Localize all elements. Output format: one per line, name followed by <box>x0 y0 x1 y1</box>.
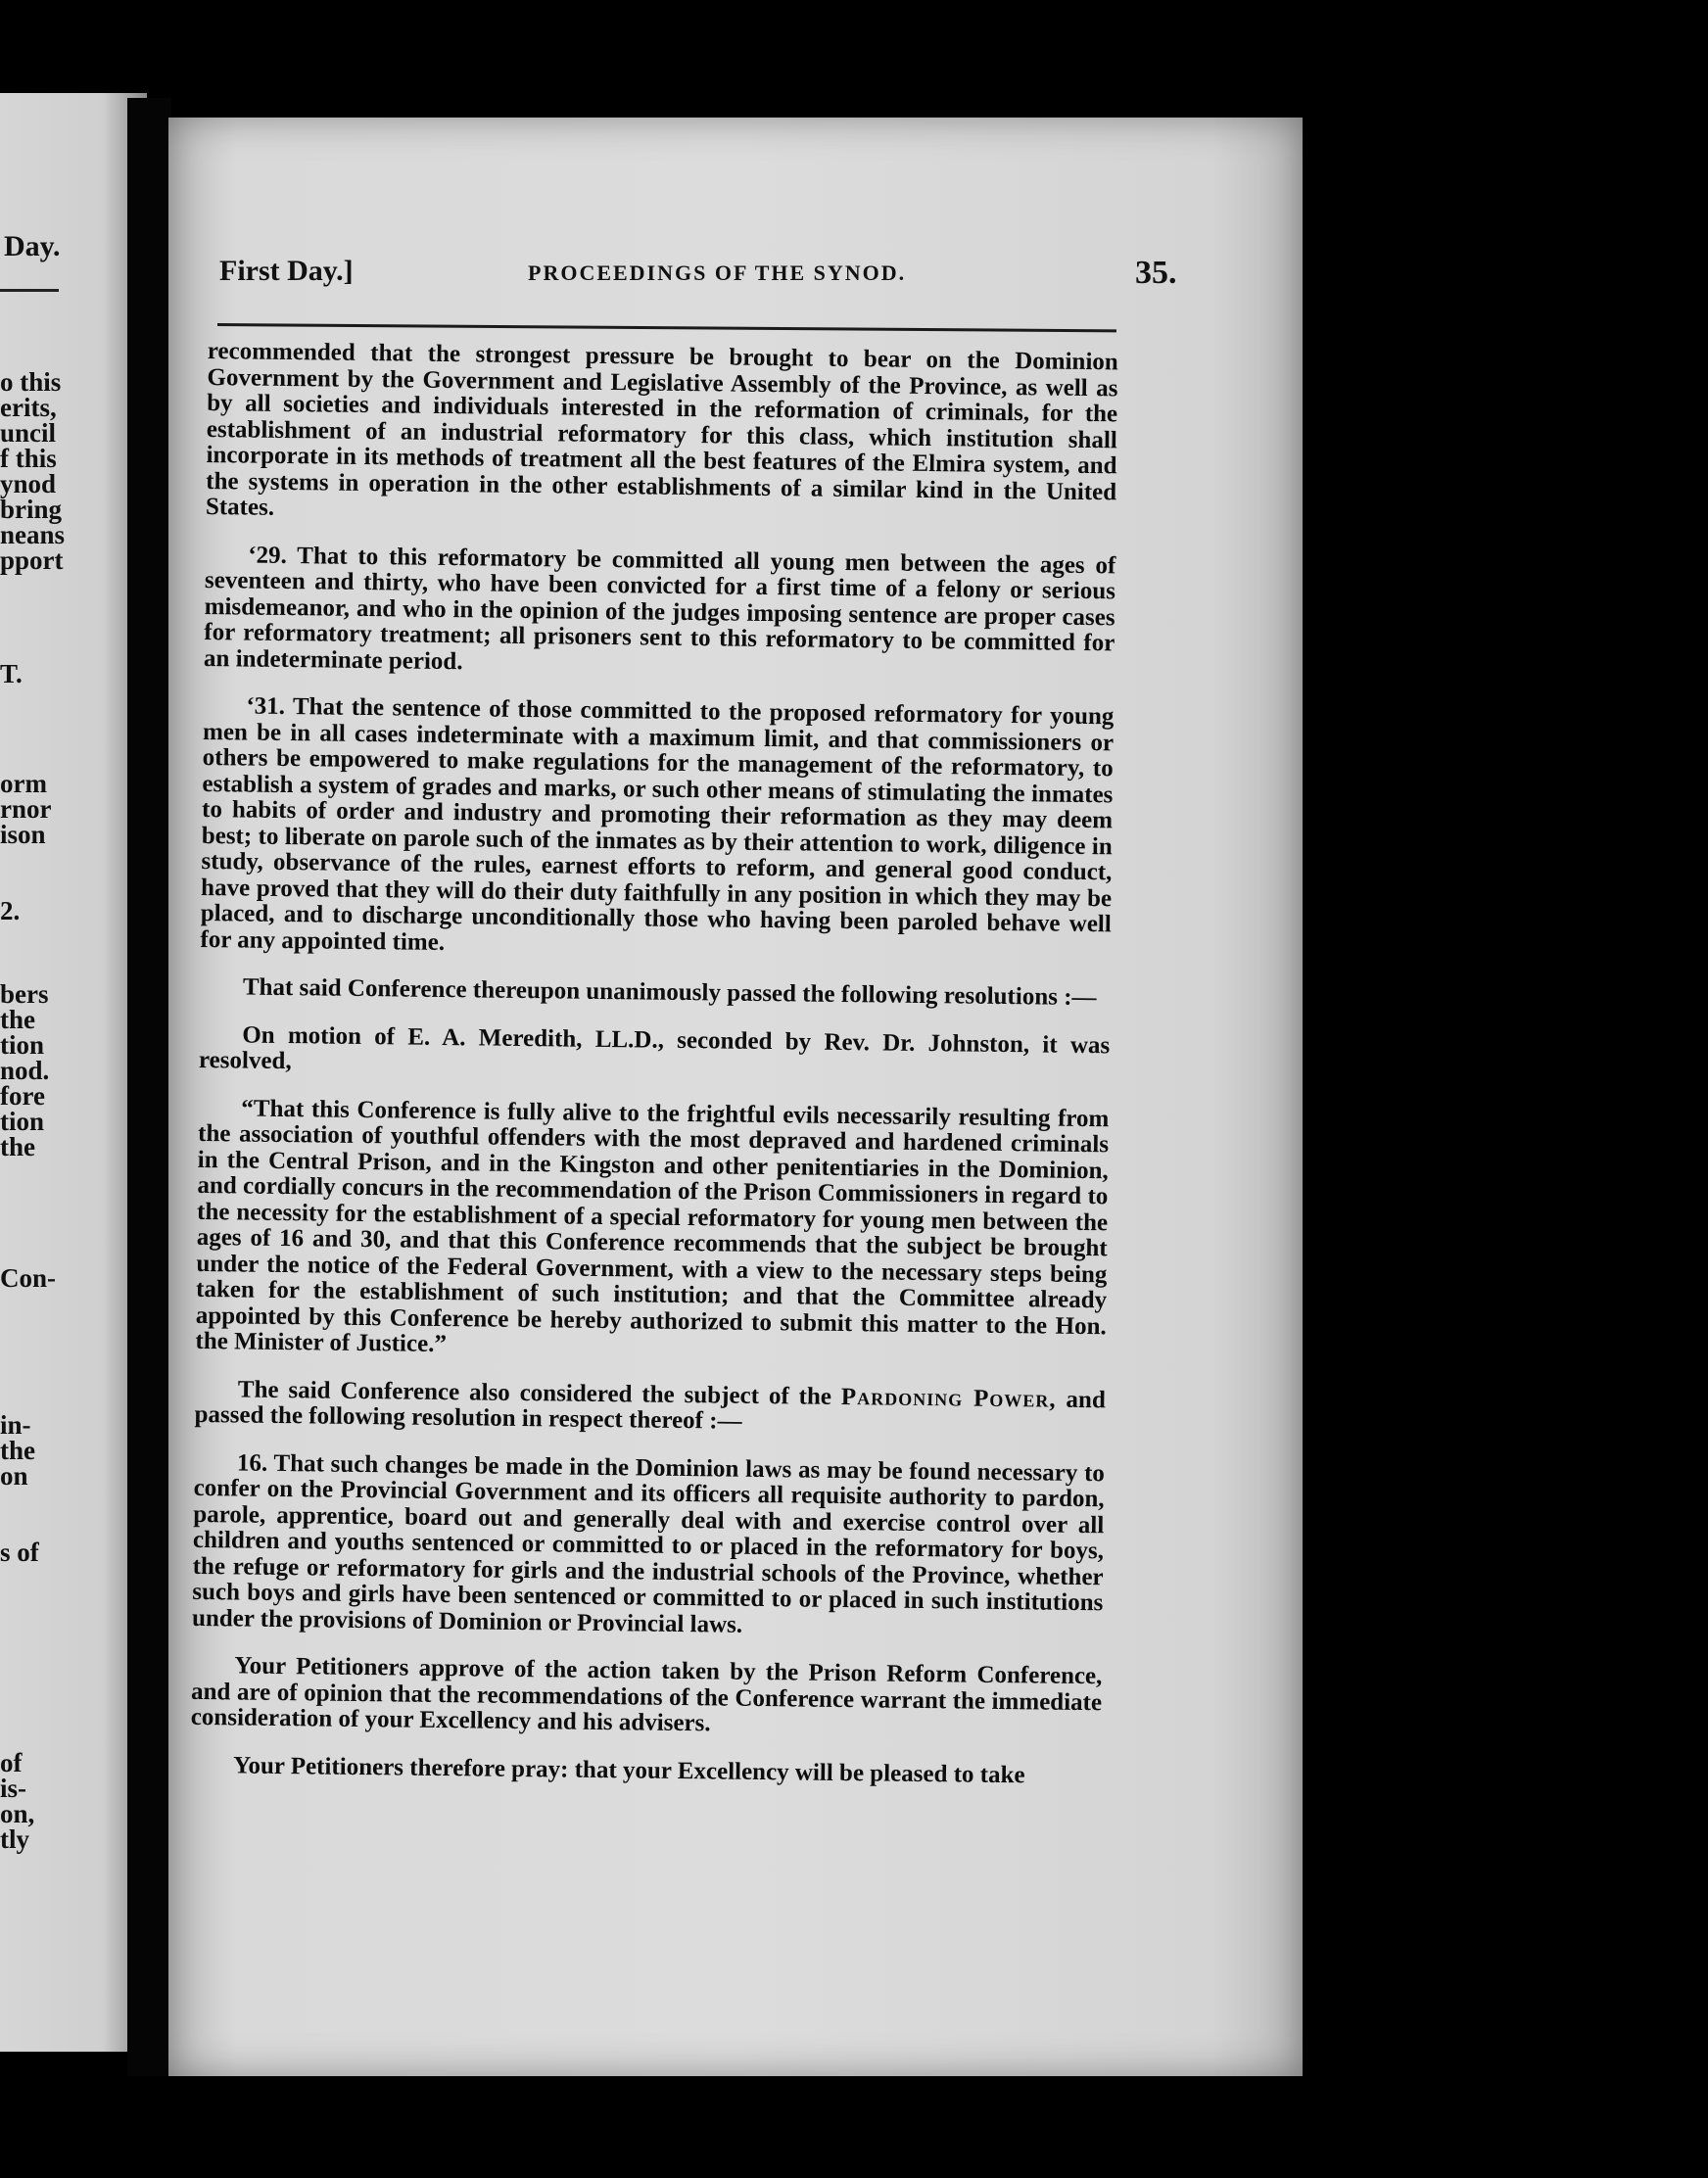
facing-page-line: orm <box>0 769 47 798</box>
running-head-day: First Day.] <box>219 255 354 287</box>
facing-page-line: T. <box>0 659 23 688</box>
running-head-title: PROCEEDINGS OF THE SYNOD. <box>528 260 907 285</box>
paragraph-petitioners-approve: Your Petitioners approve of the action taken by the Prison Reform Conference, and are of opinion that the recommendations of the Conference warrant the immediate consideration of your Excellency and his advisers. <box>190 1652 1103 1737</box>
running-head <box>219 255 1297 304</box>
paragraph-16: 16. That such changes be made in the Dominion laws as may be found necessary to confer on the Provincial Government and its officers all requisite authority to pardon, parole, apprentice, board out and generally deal with and exercise control over all children and youths sentenced or committed to or placed in the reformatory for boys, the refuge or reformatory for girls and the industrial schools of the Province, whether such boys and girls have been sentenced or committed to or placed in such institutions under the provisions of Dominion or Provincial laws. <box>191 1448 1106 1638</box>
facing-page-line: ison <box>0 820 46 849</box>
facing-page-line: on, <box>0 1799 35 1828</box>
facing-page-line: tion <box>0 1030 45 1060</box>
facing-page-fragment <box>0 93 147 2052</box>
facing-page-header: Day. <box>4 230 61 262</box>
facing-page-line: bers <box>0 979 49 1009</box>
facing-page-line: the <box>0 1005 35 1034</box>
facing-page-line: 2. <box>0 896 21 925</box>
facing-page-line: in- <box>0 1410 31 1440</box>
body-text <box>190 339 1118 1811</box>
facing-page-line: fore <box>0 1081 45 1111</box>
facing-page-rule <box>0 289 59 292</box>
facing-page-line: of <box>0 1748 23 1777</box>
paragraph-31: ‘31. That the sentence of those committed to the proposed reformatory for young men be in all cases indeterminate with a maximum limit, and that commissioners or others be empowered to make regulations for the management of the reformatory, to establish a system of grades and marks, or such other means of stimulating the inmates to habits of order and industry and promoting their reformation as they may deem best; to liberate on parole such of the inmates as by their attention to work, diligence in study, observance of the rules, earnest efforts to reform, and general good conduct, have proved that they will do their duty faithfully in any position in which they may be placed, and to discharge unconditionally those who having been paroled behave well for any appointed time. <box>200 692 1115 956</box>
facing-page-line: bring <box>0 495 63 524</box>
paragraph-resolution-quote: “That this Conference is fully alive to the frightful evils necessarily resulting from the association of youthful offenders with the most depraved and hardened criminals in the Central Prison, and in the Kingston and other penitentiaries in the Dominion, and cordially concurs in the recommendation of the Prison Commissioners in regard to the necessity for the establishment of a special reformatory for young men between the ages of 16 and 30, and that this Conference recommends that the subject be brought under the notice of the Federal Government, with a view to the necessary steps being taken for the establishment of such institution; and that the Committee already appointed by this Conference be hereby authorized to submit this matter to the Hon. the Minister of Justice.” <box>195 1094 1110 1358</box>
facing-page-line: the <box>0 1436 35 1465</box>
facing-page-line: on <box>0 1461 28 1491</box>
paragraph-pardoning-power <box>194 1376 1106 1439</box>
paragraph-recommended: recommended that the strongest pressure be brought to bear on the Dominion Government by the Government and Legislative Assembly of the Province, as well as by all societies and individuals interested in the reformation of criminals, for the establishment of an industrial reformatory for this class, which institution shall incorporate in its methods of treatment all the best features of the Elmira system, and the systems in operation in the other establishments of a similar kind in the United States. <box>205 338 1118 521</box>
paragraph-29: ‘29. That to this reformatory be committed all young men between the ages of seventeen and thirty, who have been convicted for a first time of a felony or serious misdemeanor, and who in the opinion of the judges imposing sentence are proper cases for reformatory treatment; all prisoners sent to this reformatory to be committed for an indeterminate period. <box>203 542 1116 675</box>
facing-page-line: pport <box>0 545 64 575</box>
header-rule <box>217 323 1116 332</box>
facing-page-line: is- <box>0 1774 26 1803</box>
facing-page-line: neans <box>0 520 66 549</box>
facing-page-line: f this <box>0 444 57 473</box>
paragraph-conference-resolutions: That said Conference thereupon unanimously passed the following resolutions :— <box>242 973 1097 1012</box>
pardoning-text-before: The said Conference also considered the subject of the <box>237 1375 842 1410</box>
facing-page-line: erits, <box>0 393 57 422</box>
book-gutter <box>127 98 171 2076</box>
facing-page-line: rnor <box>0 794 52 824</box>
facing-page-line: o this <box>0 367 62 397</box>
page-number: 35. <box>1135 255 1177 291</box>
facing-page-line: ynod <box>0 469 57 498</box>
facing-page-line: Con- <box>0 1263 57 1293</box>
paragraph-motion: On motion of E. A. Meredith, LL.D., seconded by Rev. Dr. Johnston, it was resolved, <box>198 1020 1111 1075</box>
page <box>168 118 1303 2076</box>
facing-page-line: tly <box>0 1824 29 1854</box>
facing-page-line: the <box>0 1132 35 1161</box>
pardoning-text-after: and passed the following resolution in respect thereof :— <box>194 1386 1106 1435</box>
facing-page-line: nod. <box>0 1056 50 1085</box>
paragraph-petitioners-pray: Your Petitioners therefore pray: that your Excellency will be pleased to take <box>233 1751 1025 1788</box>
pardoning-power-smallcaps: Pardoning Power, <box>840 1383 1057 1413</box>
facing-page-line: s of <box>0 1538 39 1567</box>
facing-page-line: tion <box>0 1107 45 1136</box>
facing-page-line: uncil <box>0 418 57 448</box>
